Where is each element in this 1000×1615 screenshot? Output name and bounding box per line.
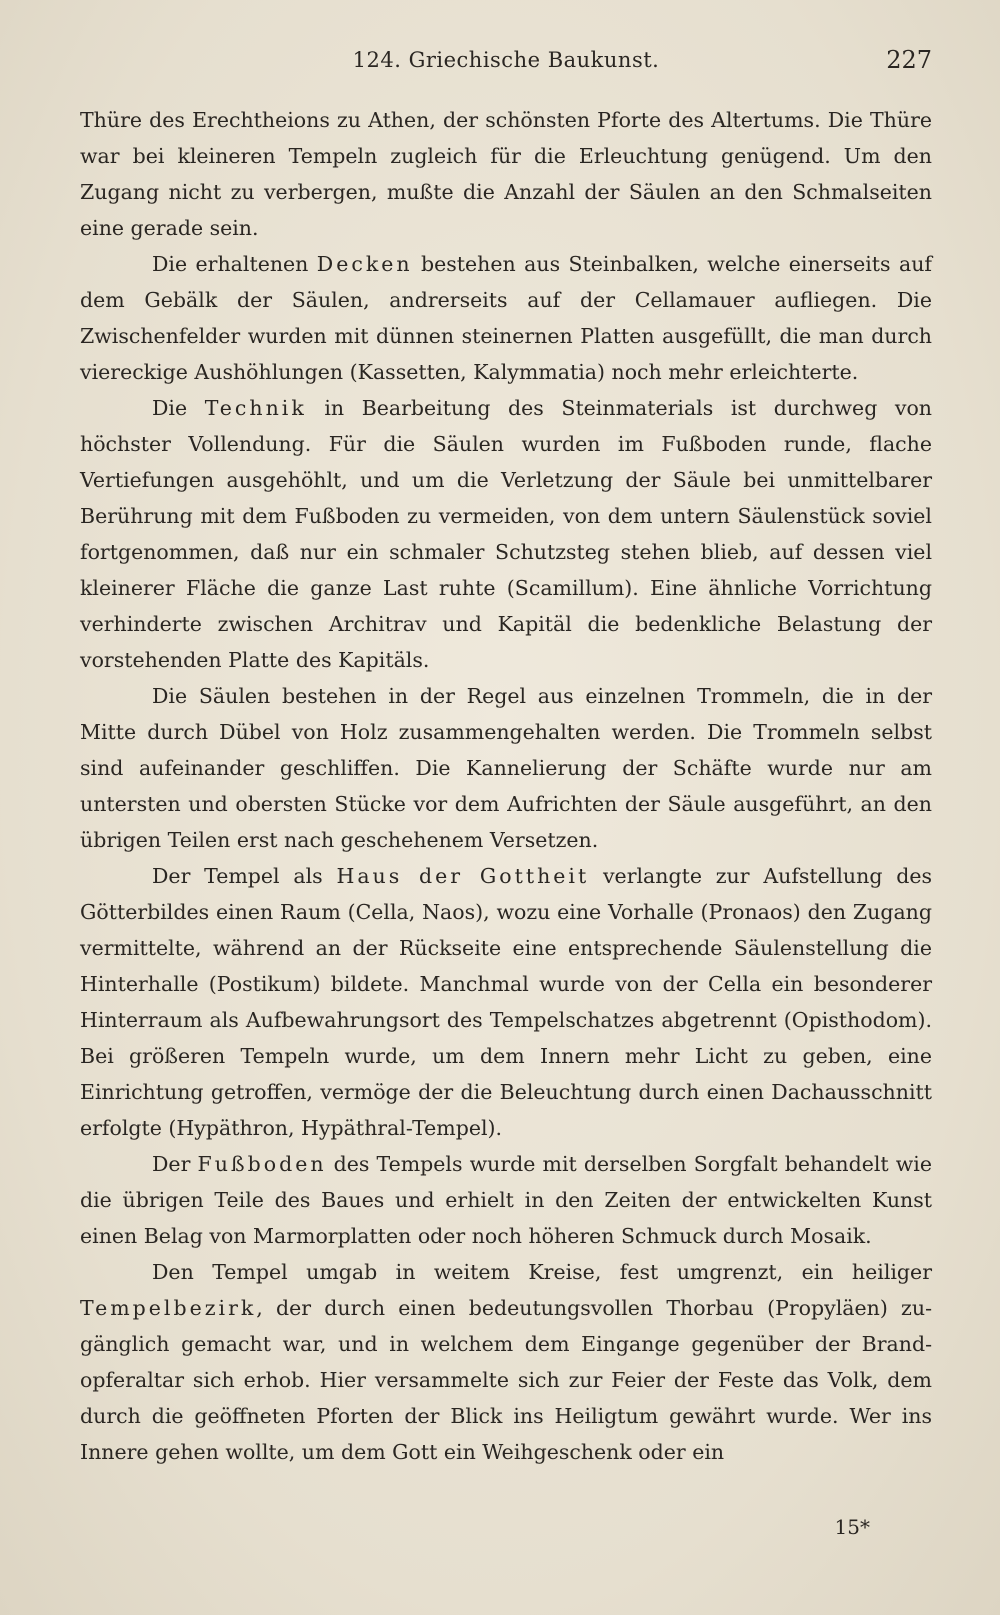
paragraph-text: Der Tempel als (152, 864, 337, 888)
paragraph (80, 858, 932, 1146)
running-title: 124. Griechische Baukunst. (352, 48, 660, 72)
paragraph (80, 1146, 932, 1254)
paragraph-text: Der (152, 1152, 198, 1176)
paragraph-text: Die Säulen bestehen in der Regel aus einzelnen Trommeln, die in der Mitte durch Dübel von Holz zusammengehalten werden. Die Trommeln selbst sind aufeinander geschliffen. Die Kannelierung der Schäfte wurde nur am untersten und obersten Stücke vor dem Aufrichten der Säule ausgeführt, an den übrigen Teilen erst nach geschehenem Versetzen. (80, 684, 932, 852)
paragraph-text: des Tempels wurde mit derselben Sorgfalt behandelt wie die übrigen Teile des Baues und erhielt in den Zeiten der entwickelten Kunst einen Belag von Marmorplatten oder noch höheren Schmuck durch Mosaik. (80, 1152, 932, 1248)
paragraph-text: in Bearbeitung des Steinmaterials ist durchweg von höchster Vollendung. Für die Säulen wurden im Fußboden runde, flache Vertiefungen ausgehöhlt, und um die Verletzung der Säule bei unmittelbarer Berührung mit dem Fußboden zu vermeiden, von dem untern Säulenstück soviel fortgenommen, daß nur ein schmaler Schutzsteg stehen blieb, auf dessen viel kleinerer Fläche die ganze Last ruhte (Scamillum). Eine ähnliche Vorrichtung verhinderte zwischen Architrav und Kapitäl die bedenkliche Belastung der vorstehenden Platte des Kapitäls. (80, 396, 933, 672)
paragraph-text: Thüre des Erechtheions zu Athen, der schönsten Pforte des Altertums. Die Thüre war bei kleineren Tempeln zugleich für die Erleuchtung genügend. Um den Zugang nicht zu verbergen, mußte die Anzahl der Säulen an den Schmalseiten eine gerade sein. (80, 108, 932, 240)
emphasized-term: Haus der Gottheit (336, 864, 590, 888)
body-text (80, 102, 932, 1470)
paragraph (80, 678, 932, 858)
paragraph-text: Die erhaltenen (152, 252, 317, 276)
paragraph-text: bestehen aus Steinbalken, welche einerseits auf dem Gebälk der Säulen, andrerseits auf der Cellamauer aufliegen. Die Zwischenfelder wurden mit dünnen steinernen Platten ausgefüllt, die man durch viereckige Aushöhlungen (Kassetten, Kalymmatia) noch mehr erleichterte. (80, 252, 932, 384)
paragraph (80, 1254, 932, 1470)
page-number: 227 (886, 46, 932, 74)
paragraph-text: Den Tempel umgab in weitem Kreise, fest umgrenzt, ein heiliger (152, 1260, 932, 1284)
paragraph-text: verlangte zur Aufstellung des Götterbildes einen Raum (Cella, Naos), wozu eine Vorhalle (Pronaos) den Zugang vermittelte, während an der Rückseite eine entsprechende Säulenstellung die Hinterhalle (Postikum) bildete. Manchmal wurde von der Cella ein besonderer Hinterraum als Aufbewahrungsort des Tempelschatzes abgetrennt (Opisthodom). Bei größeren Tempeln wurde, um dem Innern mehr Licht zu geben, eine Einrichtung getroffen, vermöge der die Beleuchtung durch einen Dachausschnitt erfolgte (Hypäthron, Hypäthral-Tempel). (80, 864, 932, 1140)
paragraph-text: Die (152, 396, 205, 420)
emphasized-term: Decken (316, 252, 413, 276)
paragraph-text: , der durch einen bedeutungsvollen Thorbau (Propyläen) zugänglich gemacht war, und in welchem dem Eingange gegenüber der Brandopferaltar sich erhob. Hier versammelte sich zur Feier der Feste das Volk, dem durch die geöffneten Pforten der Blick ins Heiligtum gewährt wurde. Wer ins Innere gehen wollte, um dem Gott ein Weihgeschenk oder ein (80, 1296, 932, 1464)
paragraph (80, 102, 932, 246)
paragraph (80, 390, 932, 678)
emphasized-term: Fußboden (197, 1152, 327, 1176)
emphasized-term: Technik (204, 396, 307, 420)
signature-mark: 15* (834, 1515, 870, 1539)
paragraph (80, 246, 932, 390)
emphasized-term: Tempelbezirk (80, 1296, 257, 1320)
page-header (80, 44, 932, 80)
